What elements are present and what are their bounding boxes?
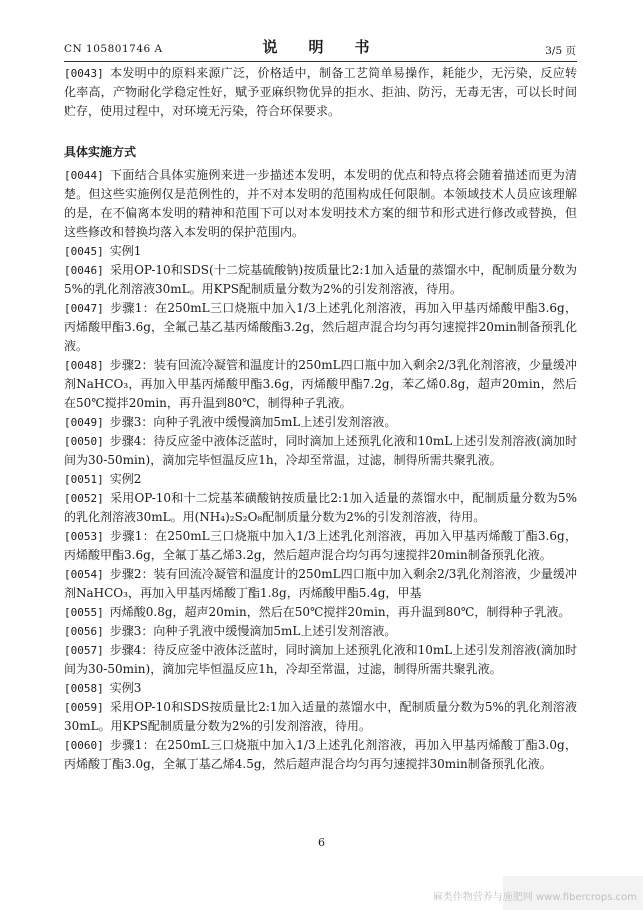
header-divider (64, 61, 577, 62)
embodiment-paragraphs (64, 166, 577, 774)
paragraph-number: [0045] (64, 245, 104, 258)
paragraph-text: 步骤1：在250mL三口烧瓶中加入1/3上述乳化剂溶液，再加入甲基丙烯酸丁酯3.6g，丙烯酸甲酯3.6g，全氟丁基乙烯3.2g，然后超声混合均匀再匀速搅拌20min制备预乳化液。 (64, 529, 577, 562)
paragraph-text: 步骤3：向种子乳液中缓慢滴加5mL上述引发剂溶液。 (109, 624, 397, 638)
paragraph-text: 步骤2：装有回流冷凝管和温度计的250mL四口瓶中加入剩余2/3乳化剂溶液，少量缓冲剂NaHCO₃，再加入甲基丙烯酸甲酯3.6g，丙烯酸甲酯7.2g，苯乙烯0.8g，超声20min，然后在50℃搅拌20min，再升温到80℃，制得种子乳液。 (64, 358, 577, 410)
paragraph (64, 356, 577, 413)
paragraph (64, 166, 577, 242)
paragraph-text: 采用OP-10和十二烷基苯磺酸钠按质量比2:1加入适量的蒸馏水中，配制质量分数为5%的乳化剂溶液30mL。用(NH₄)₂S₂O₈配制质量分数为2%的引发剂溶液，待用。 (64, 491, 577, 524)
paragraph-text: 步骤1：在250mL三口烧瓶中加入1/3上述乳化剂溶液，再加入甲基丙烯酸丁酯3.0g，丙烯酸丁酯3.0g，全氟丁基乙烯4.5g，然后超声混合均匀再匀速搅拌30min制备预乳化液。 (64, 738, 577, 771)
watermark: 麻类作物营养与施肥网 www.fibercrops.com (432, 892, 637, 903)
paragraph (64, 489, 577, 527)
paragraph (64, 736, 577, 774)
paragraph-number: [0058] (64, 682, 104, 695)
paragraph-text: 下面结合具体实施例来进一步描述本发明，本发明的优点和特点将会随着描述而更为清楚。但这些实施例仅是范例性的，并不对本发明的范围构成任何限制。本领域技术人员应该理解的是，在不偏离本发明的精神和范围下可以对本发明技术方案的细节和形式进行修改或替换，但这些修改和替换均落入本发明的保护范围内。 (64, 168, 577, 239)
paragraph (64, 679, 577, 698)
paragraph-text: 采用OP-10和SDS按质量比2:1加入适量的蒸馏水中，配制质量分数为5%的乳化剂溶液30mL。用KPS配制质量分数为2%的引发剂溶液，待用。 (64, 700, 577, 733)
paragraph-number: [0048] (64, 359, 104, 372)
section-title: 具体实施方式 (64, 145, 137, 159)
document-title: 说 明 书 (262, 38, 378, 56)
paragraph-number: [0053] (64, 530, 104, 543)
paragraph-number: [0060] (64, 739, 104, 752)
page-number: 6 (318, 836, 325, 849)
paragraph-text: 步骤3：向种子乳液中缓慢滴加5mL上述引发剂溶液。 (109, 415, 397, 429)
paragraph-number: [0059] (64, 701, 104, 714)
paragraph-number: [0051] (64, 473, 104, 486)
paragraph-text: 步骤4：待反应釜中液体泛蓝时，同时滴加上述预乳化液和10mL上述引发剂溶液(滴加时间为30-50min)，滴加完毕恒温反应1h，冷却至常温，过滤，制得所需共聚乳液。 (64, 434, 577, 467)
paragraph (64, 432, 577, 470)
page-indicator: 3/5 页 (545, 45, 576, 57)
paragraph-text: 步骤1：在250mL三口烧瓶中加入1/3上述乳化剂溶液，再加入甲基丙烯酸甲酯3.6g，丙烯酸甲酯3.6g，全氟己基乙基丙烯酸酯3.2g，然后超声混合均匀再匀速搅拌20min制备预乳化液。 (64, 301, 577, 353)
paragraph-number: [0043] (64, 67, 104, 80)
paragraph-text: 步骤2：装有回流冷凝管和温度计的250mL四口瓶中加入剩余2/3乳化剂溶液，少量缓冲剂NaHCO₃，再加入甲基丙烯酸丁酯1.8g，丙烯酸甲酯5.4g，甲基 (64, 567, 577, 600)
paragraph-text: 采用OP-10和SDS(十二烷基硫酸钠)按质量比2:1加入适量的蒸馏水中，配制质量分数为5%的乳化剂溶液30mL。用KPS配制质量分数为2%的引发剂溶液，待用。 (64, 263, 577, 296)
paragraph (64, 527, 577, 565)
paragraph (64, 261, 577, 299)
paragraph-text: 实例2 (109, 472, 142, 486)
paragraph-number: [0054] (64, 568, 104, 581)
paragraph (64, 299, 577, 356)
paragraph-text: 丙烯酸0.8g，超声20min，然后在50℃搅拌20min，再升温到80℃，制得种子乳液。 (109, 605, 571, 619)
paragraph-number: [0047] (64, 302, 104, 315)
paragraph (64, 413, 577, 432)
paragraph (64, 242, 577, 261)
paragraph-text: 实例3 (109, 681, 142, 695)
paragraph-number: [0056] (64, 625, 104, 638)
paragraph-number: [0052] (64, 492, 104, 505)
paragraph (64, 622, 577, 641)
document-body (64, 64, 577, 774)
paragraph (64, 565, 577, 603)
patent-number: CN 105801746 A (64, 43, 163, 55)
paragraph (64, 641, 577, 679)
paragraph-text: 步骤4：待反应釜中液体泛蓝时，同时滴加上述预乳化液和10mL上述引发剂溶液(滴加时间为30-50min)，滴加完毕恒温反应1h，冷却至常温，过滤，制得所需共聚乳液。 (64, 643, 577, 676)
intro-paragraphs (64, 64, 577, 121)
paragraph-text: 实例1 (109, 244, 142, 258)
page-header (64, 36, 576, 58)
paragraph (64, 698, 577, 736)
paragraph-number: [0057] (64, 644, 104, 657)
paragraph-number: [0050] (64, 435, 104, 448)
paragraph (64, 64, 577, 121)
paragraph-number: [0046] (64, 264, 104, 277)
paragraph (64, 470, 577, 489)
paragraph (64, 603, 577, 622)
paragraph-number: [0049] (64, 416, 104, 429)
paragraph-text: 本发明中的原料来源广泛，价格适中，制备工艺简单易操作，耗能少，无污染，反应转化率高，产物耐化学稳定性好，赋予亚麻织物优异的拒水、拒油、防污，无毒无害，可以长时间贮存，使用过程中，对环境无污染，符合环保要求。 (64, 66, 577, 118)
paragraph-number: [0055] (64, 606, 104, 619)
paragraph-number: [0044] (64, 169, 104, 182)
